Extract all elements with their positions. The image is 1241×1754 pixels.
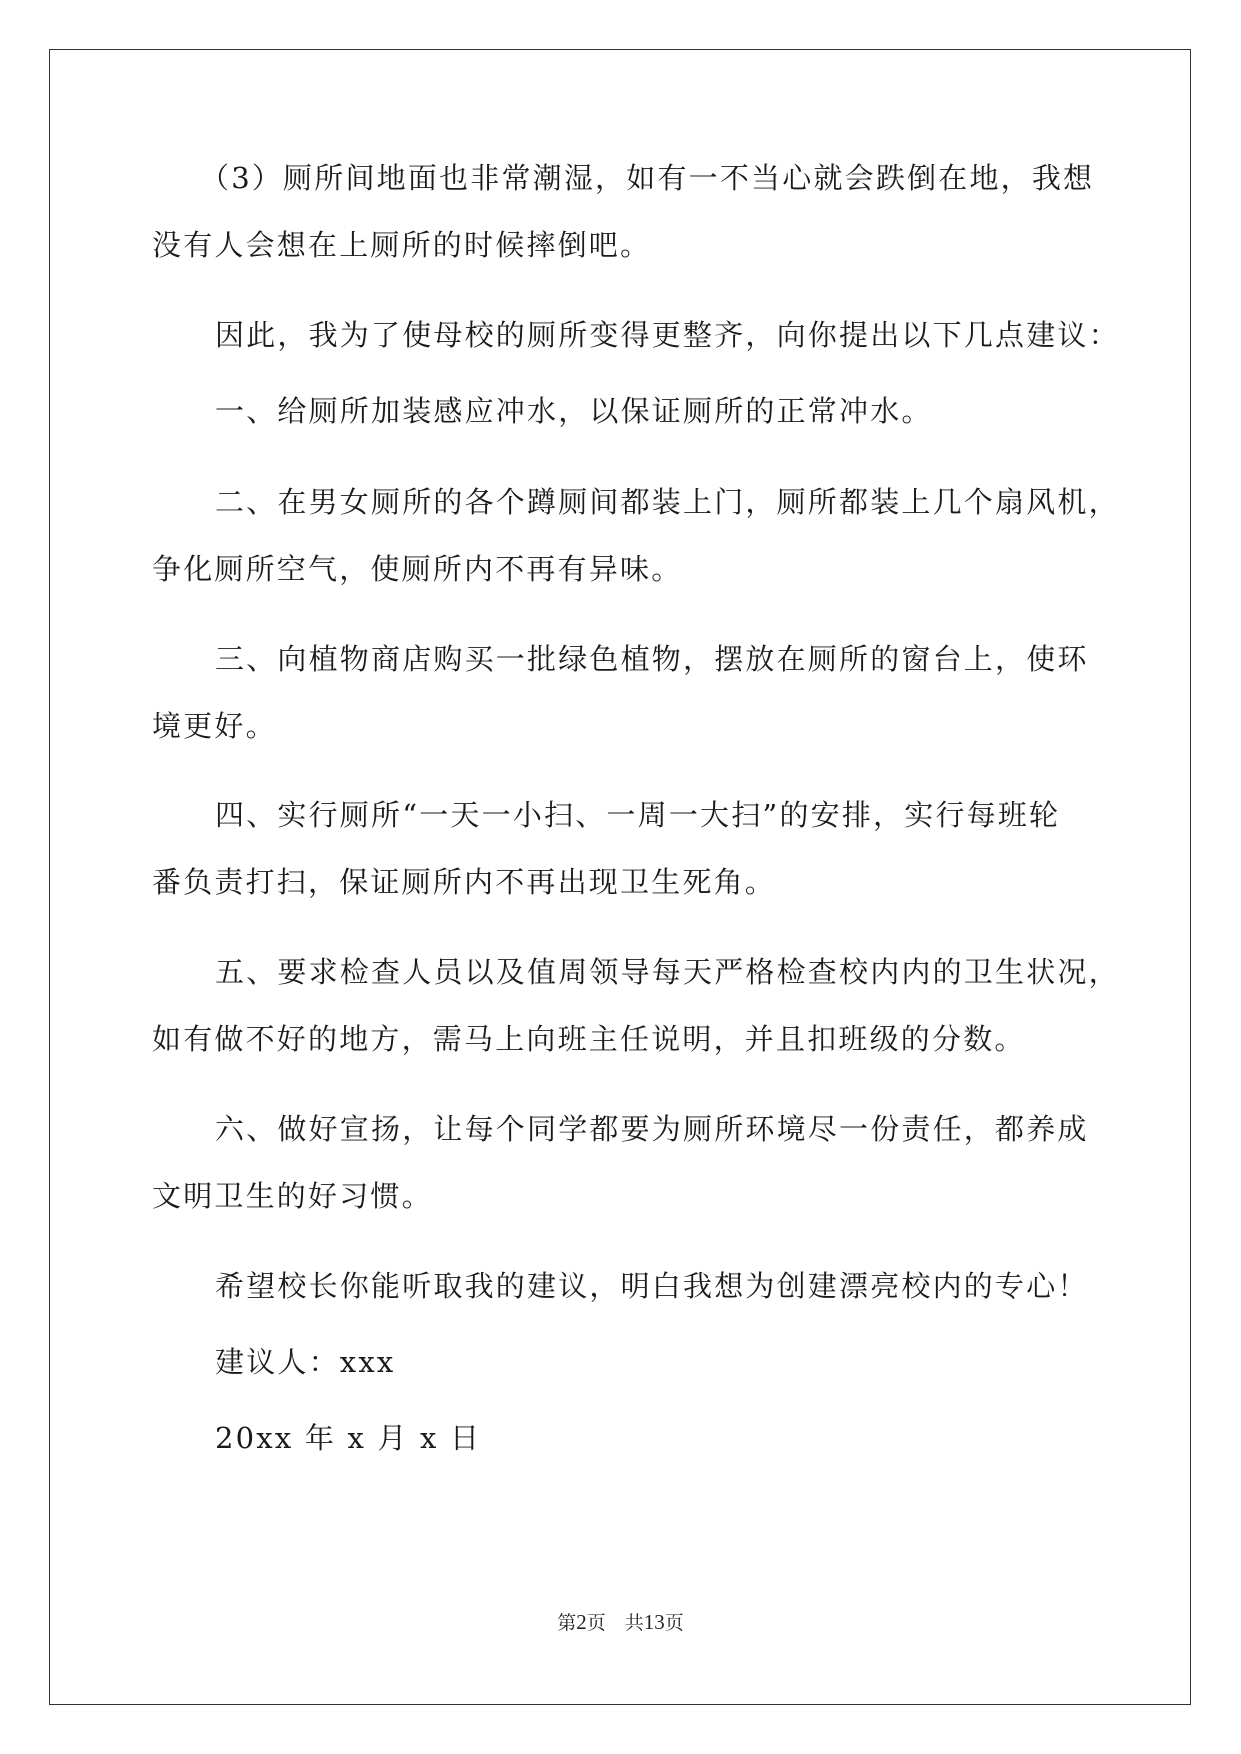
footer-page-current: 2 <box>576 1610 587 1634</box>
paragraph-2-line-1: 因此，我为了使母校的厕所变得更整齐，向你提出以下几点建议： <box>215 318 1120 352</box>
page-footer <box>0 1610 1241 1635</box>
paragraph-3-line-1: 一、给厕所加装感应冲水，以保证厕所的正常冲水。 <box>215 394 933 428</box>
footer-page-total: 13 <box>643 1610 665 1634</box>
paragraph-5-line-1: 三、向植物商店购买一批绿色植物，摆放在厕所的窗台上，使环 <box>215 642 1089 676</box>
footer-page-prefix: 第 <box>557 1612 577 1634</box>
paragraph-6-line-1: 四、实行厕所“一天一小扫、一周一大扫”的安排，实行每班轮 <box>215 798 1061 832</box>
paragraph-7-line-1: 五、要求检查人员以及值周领导每天严格检查校内内的卫生状况， <box>215 955 1120 989</box>
paragraph-8-line-2: 文明卫生的好习惯。 <box>152 1179 433 1213</box>
paragraph-8-line-1: 六、做好宣扬，让每个同学都要为厕所环境尽一份责任，都养成 <box>215 1112 1089 1146</box>
footer-page-mid: 页 共 <box>586 1612 644 1634</box>
date-line: 20xx 年 x 月 x 日 <box>215 1421 482 1455</box>
paragraph-6-line-2: 番负责打扫，保证厕所内不再出现卫生死角。 <box>152 865 777 899</box>
footer-page-suffix: 页 <box>664 1612 684 1634</box>
paragraph-4-line-1: 二、在男女厕所的各个蹲厕间都装上门，厕所都装上几个扇风机， <box>215 485 1120 519</box>
paragraph-5-line-2: 境更好。 <box>152 709 277 743</box>
signature-line: 建议人：xxx <box>215 1345 396 1379</box>
paragraph-9-line-1: 希望校长你能听取我的建议，明白我想为创建漂亮校内的专心！ <box>215 1269 1089 1303</box>
paragraph-4-line-2: 争化厕所空气，使厕所内不再有异味。 <box>152 552 683 586</box>
paragraph-1-line-2: 没有人会想在上厕所的时候摔倒吧。 <box>152 228 652 262</box>
paragraph-1-line-1: （3）厕所间地面也非常潮湿，如有一不当心就会跌倒在地，我想 <box>200 161 1095 195</box>
paragraph-7-line-2: 如有做不好的地方，需马上向班主任说明，并且扣班级的分数。 <box>152 1022 1026 1056</box>
